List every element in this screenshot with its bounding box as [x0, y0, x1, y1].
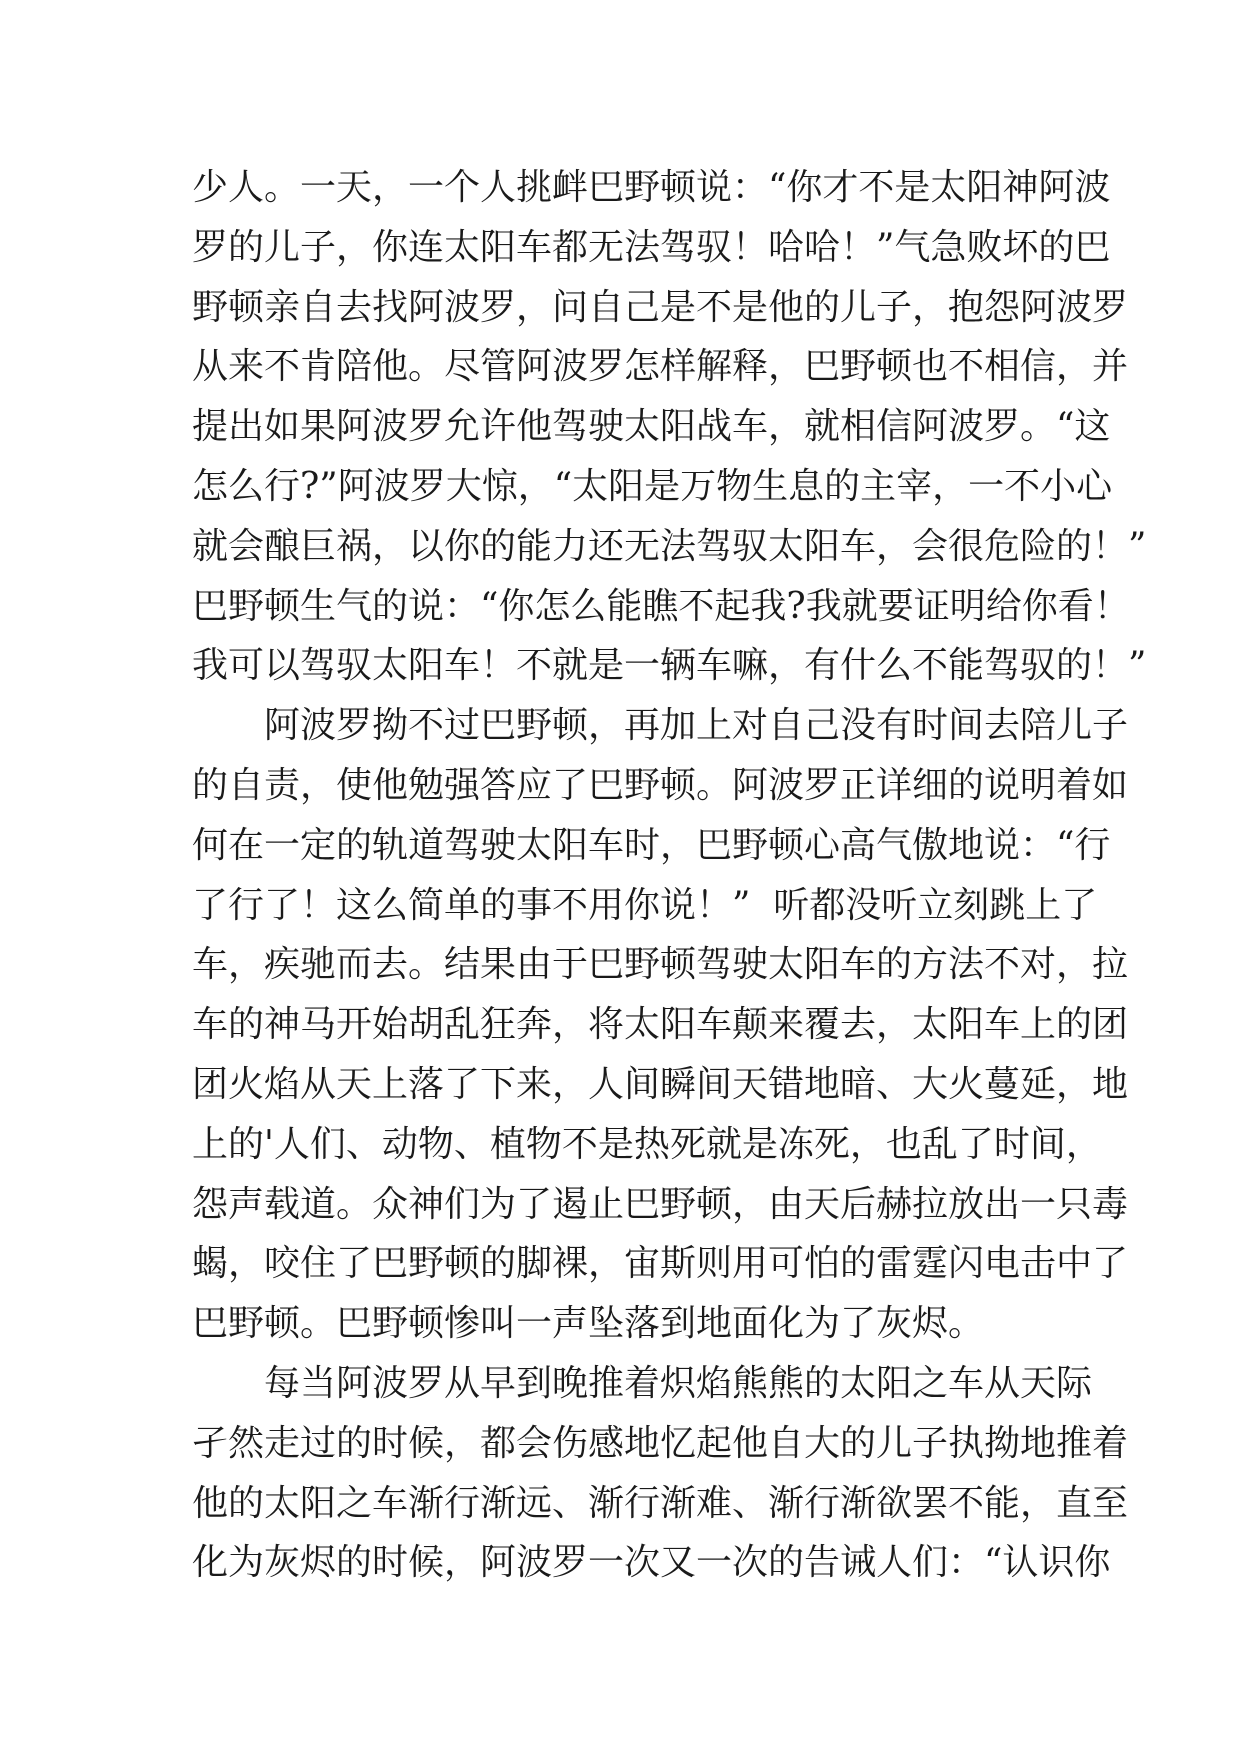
text-line: 团火焰从天上落了下来，人间瞬间天错地暗、大火蔓延，地 — [192, 1063, 1129, 1105]
text-line: 蝎，咬住了巴野顿的脚裸，宙斯则用可怕的雷霆闪电击中了 — [192, 1243, 1129, 1285]
text-line: 巴野顿生气的说：“你怎么能瞧不起我?我就要证明给你看！ — [192, 585, 1130, 627]
text-line: 少人。一天，一个人挑衅巴野顿说：“你才不是太阳神阿波 — [192, 167, 1111, 208]
text-line: 上的'人们、动物、植物不是热死就是冻死，也乱了时间， — [192, 1123, 1102, 1165]
text-line: 怎么行?”阿波罗大惊，“太阳是万物生息的主宰，一不小心 — [192, 465, 1113, 507]
text-line: 罗的儿子，你连太阳车都无法驾驭！哈哈！”气急败坏的巴 — [192, 226, 1111, 268]
text-line: 孑然走过的时候，都会伤感地忆起他自大的儿子执拗地推着 — [192, 1422, 1129, 1464]
text-line: 从来不肯陪他。尽管阿波罗怎样解释，巴野顿也不相信，并 — [192, 346, 1129, 388]
text-line: 车的神马开始胡乱狂奔，将太阳车颠来覆去，太阳车上的团 — [192, 1004, 1129, 1046]
text-line: 巴野顿。巴野顿惨叫一声坠落到地面化为了灰烬。 — [192, 1303, 985, 1345]
text-line: 每当阿波罗从早到晚推着炽焰熊熊的太阳之车从天际 — [192, 1362, 1093, 1404]
text-line: 他的太阳之车渐行渐远、渐行渐难、渐行渐欲罢不能，直至 — [192, 1482, 1129, 1524]
text-line: 提出如果阿波罗允许他驾驶太阳战车，就相信阿波罗。“这 — [192, 406, 1111, 448]
text-line: 车，疾驰而去。结果由于巴野顿驾驶太阳车的方法不对，拉 — [192, 944, 1129, 986]
text-line: 怨声载道。众神们为了遏止巴野顿，由天后赫拉放出一只毒 — [192, 1183, 1129, 1225]
text-line: 野顿亲自去找阿波罗，问自己是不是他的儿子，抱怨阿波罗 — [192, 286, 1129, 328]
text-line: 就会酿巨祸，以你的能力还无法驾驭太阳车，会很危险的！” — [192, 525, 1147, 567]
text-line: 何在一定的轨道驾驶太阳车时，巴野顿心高气傲地说：“行 — [192, 824, 1111, 866]
text-line: 了行了！这么简单的事不用你说！” 听都没听立刻跳上了 — [192, 884, 1098, 926]
body-text — [192, 158, 1147, 1593]
text-line: 的自责，使他勉强答应了巴野顿。阿波罗正详细的说明着如 — [192, 764, 1129, 806]
text-line: 化为灰烬的时候，阿波罗一次又一次的告诫人们：“认识你 — [192, 1542, 1111, 1584]
text-line: 阿波罗拗不过巴野顿，再加上对自己没有时间去陪儿子 — [192, 705, 1129, 747]
text-line: 我可以驾驭太阳车！不就是一辆车嘛，有什么不能驾驭的！” — [192, 645, 1147, 687]
